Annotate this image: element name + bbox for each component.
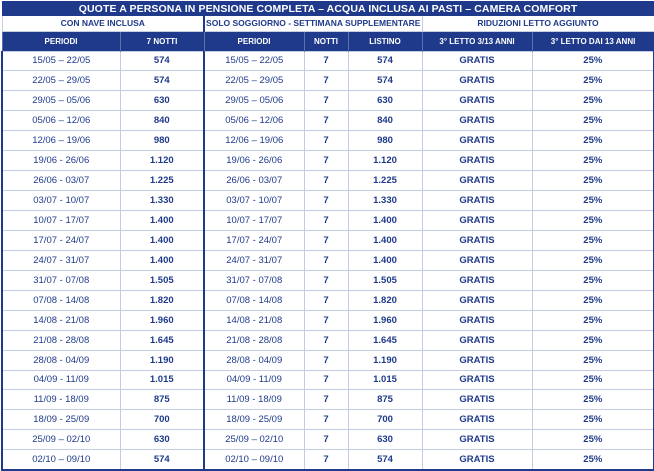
prezzo-7-notti-cell: 1.120 <box>120 151 204 171</box>
terzo-letto-13-cell: 25% <box>532 171 654 191</box>
column-header-periodi-soggiorno: PERIODI <box>204 31 304 51</box>
column-header-7-notti: 7 NOTTI <box>120 31 204 51</box>
table-row <box>2 71 654 91</box>
group-header-soggiorno: SOLO SOGGIORNO - SETTIMANA SUPPLEMENTARE <box>204 16 422 31</box>
listino-cell: 1.120 <box>348 151 422 171</box>
periodo-soggiorno-cell: 07/08 - 14/08 <box>204 290 304 310</box>
notti-cell: 7 <box>304 211 348 231</box>
group-header-riduzioni: RIDUZIONI LETTO AGGIUNTO <box>422 16 654 31</box>
periodo-nave-cell: 02/10 – 09/10 <box>2 450 120 470</box>
terzo-letto-3-13-cell: GRATIS <box>422 270 532 290</box>
table-row <box>2 450 654 470</box>
prezzo-7-notti-cell: 1.400 <box>120 211 204 231</box>
terzo-letto-3-13-cell: GRATIS <box>422 430 532 450</box>
prezzo-7-notti-cell: 1.400 <box>120 250 204 270</box>
prezzo-7-notti-cell: 1.960 <box>120 310 204 330</box>
listino-cell: 840 <box>348 111 422 131</box>
periodo-soggiorno-cell: 25/09 – 02/10 <box>204 430 304 450</box>
periodo-nave-cell: 21/08 - 28/08 <box>2 330 120 350</box>
notti-cell: 7 <box>304 390 348 410</box>
terzo-letto-13-cell: 25% <box>532 131 654 151</box>
listino-cell: 630 <box>348 91 422 111</box>
listino-cell: 1.400 <box>348 211 422 231</box>
column-header-terzo-letto-3-13: 3° LETTO 3/13 ANNI <box>422 31 532 51</box>
periodo-soggiorno-cell: 29/05 – 05/06 <box>204 91 304 111</box>
table-body <box>2 51 654 470</box>
prezzo-7-notti-cell: 1.505 <box>120 270 204 290</box>
terzo-letto-3-13-cell: GRATIS <box>422 310 532 330</box>
periodo-nave-cell: 28/08 - 04/09 <box>2 350 120 370</box>
periodo-soggiorno-cell: 02/10 – 09/10 <box>204 450 304 470</box>
notti-cell: 7 <box>304 91 348 111</box>
terzo-letto-3-13-cell: GRATIS <box>422 290 532 310</box>
periodo-nave-cell: 22/05 – 29/05 <box>2 71 120 91</box>
periodo-soggiorno-cell: 21/08 - 28/08 <box>204 330 304 350</box>
table-row <box>2 390 654 410</box>
terzo-letto-3-13-cell: GRATIS <box>422 390 532 410</box>
terzo-letto-13-cell: 25% <box>532 91 654 111</box>
notti-cell: 7 <box>304 230 348 250</box>
periodo-nave-cell: 24/07 - 31/07 <box>2 250 120 270</box>
table-row <box>2 230 654 250</box>
periodo-nave-cell: 03/07 - 10/07 <box>2 191 120 211</box>
notti-cell: 7 <box>304 111 348 131</box>
terzo-letto-3-13-cell: GRATIS <box>422 91 532 111</box>
table-row <box>2 151 654 171</box>
terzo-letto-3-13-cell: GRATIS <box>422 51 532 71</box>
listino-cell: 1.960 <box>348 310 422 330</box>
prezzo-7-notti-cell: 1.645 <box>120 330 204 350</box>
table-row <box>2 250 654 270</box>
terzo-letto-3-13-cell: GRATIS <box>422 191 532 211</box>
table-row <box>2 270 654 290</box>
table-row <box>2 191 654 211</box>
notti-cell: 7 <box>304 430 348 450</box>
prezzo-7-notti-cell: 875 <box>120 390 204 410</box>
terzo-letto-3-13-cell: GRATIS <box>422 131 532 151</box>
prezzo-7-notti-cell: 700 <box>120 410 204 430</box>
terzo-letto-13-cell: 25% <box>532 430 654 450</box>
table-title: QUOTE A PERSONA IN PENSIONE COMPLETA – ACQUA INCLUSA AI PASTI – CAMERA COMFORT <box>2 1 654 16</box>
prezzo-7-notti-cell: 1.225 <box>120 171 204 191</box>
periodo-soggiorno-cell: 26/06 - 03/07 <box>204 171 304 191</box>
listino-cell: 700 <box>348 410 422 430</box>
periodo-nave-cell: 14/08 - 21/08 <box>2 310 120 330</box>
listino-cell: 1.330 <box>348 191 422 211</box>
listino-cell: 1.400 <box>348 250 422 270</box>
listino-cell: 1.225 <box>348 171 422 191</box>
notti-cell: 7 <box>304 450 348 470</box>
terzo-letto-3-13-cell: GRATIS <box>422 230 532 250</box>
price-table <box>1 1 654 471</box>
periodo-soggiorno-cell: 18/09 - 25/09 <box>204 410 304 430</box>
column-header-listino: LISTINO <box>348 31 422 51</box>
prezzo-7-notti-cell: 574 <box>120 71 204 91</box>
periodo-nave-cell: 25/09 – 02/10 <box>2 430 120 450</box>
prezzo-7-notti-cell: 1.820 <box>120 290 204 310</box>
terzo-letto-3-13-cell: GRATIS <box>422 71 532 91</box>
notti-cell: 7 <box>304 330 348 350</box>
periodo-soggiorno-cell: 05/06 – 12/06 <box>204 111 304 131</box>
terzo-letto-13-cell: 25% <box>532 330 654 350</box>
listino-cell: 630 <box>348 430 422 450</box>
listino-cell: 1.645 <box>348 330 422 350</box>
table-row <box>2 310 654 330</box>
prezzo-7-notti-cell: 630 <box>120 430 204 450</box>
terzo-letto-13-cell: 25% <box>532 111 654 131</box>
prezzo-7-notti-cell: 574 <box>120 450 204 470</box>
column-header-notti: NOTTI <box>304 31 348 51</box>
periodo-soggiorno-cell: 24/07 - 31/07 <box>204 250 304 270</box>
terzo-letto-13-cell: 25% <box>532 51 654 71</box>
terzo-letto-13-cell: 25% <box>532 211 654 231</box>
notti-cell: 7 <box>304 290 348 310</box>
periodo-soggiorno-cell: 03/07 - 10/07 <box>204 191 304 211</box>
notti-cell: 7 <box>304 71 348 91</box>
terzo-letto-13-cell: 25% <box>532 450 654 470</box>
periodo-nave-cell: 12/06 – 19/06 <box>2 131 120 151</box>
notti-cell: 7 <box>304 191 348 211</box>
terzo-letto-3-13-cell: GRATIS <box>422 370 532 390</box>
periodo-soggiorno-cell: 10/07 - 17/07 <box>204 211 304 231</box>
prezzo-7-notti-cell: 630 <box>120 91 204 111</box>
periodo-nave-cell: 31/07 - 07/08 <box>2 270 120 290</box>
periodo-soggiorno-cell: 12/06 – 19/06 <box>204 131 304 151</box>
table-row <box>2 330 654 350</box>
periodo-nave-cell: 29/05 – 05/06 <box>2 91 120 111</box>
listino-cell: 980 <box>348 131 422 151</box>
table-row <box>2 430 654 450</box>
column-header-terzo-letto-13: 3° LETTO DAI 13 ANNI <box>532 31 654 51</box>
periodo-soggiorno-cell: 19/06 - 26/06 <box>204 151 304 171</box>
prezzo-7-notti-cell: 840 <box>120 111 204 131</box>
terzo-letto-13-cell: 25% <box>532 310 654 330</box>
table-row <box>2 131 654 151</box>
periodo-nave-cell: 04/09 - 11/09 <box>2 370 120 390</box>
terzo-letto-13-cell: 25% <box>532 370 654 390</box>
terzo-letto-3-13-cell: GRATIS <box>422 171 532 191</box>
periodo-nave-cell: 19/06 - 26/06 <box>2 151 120 171</box>
notti-cell: 7 <box>304 410 348 430</box>
table-row <box>2 171 654 191</box>
terzo-letto-13-cell: 25% <box>532 71 654 91</box>
table-row <box>2 290 654 310</box>
terzo-letto-13-cell: 25% <box>532 151 654 171</box>
terzo-letto-13-cell: 25% <box>532 290 654 310</box>
prezzo-7-notti-cell: 980 <box>120 131 204 151</box>
terzo-letto-3-13-cell: GRATIS <box>422 250 532 270</box>
periodo-nave-cell: 26/06 - 03/07 <box>2 171 120 191</box>
prezzo-7-notti-cell: 574 <box>120 51 204 71</box>
listino-cell: 574 <box>348 71 422 91</box>
terzo-letto-3-13-cell: GRATIS <box>422 211 532 231</box>
terzo-letto-3-13-cell: GRATIS <box>422 350 532 370</box>
terzo-letto-13-cell: 25% <box>532 250 654 270</box>
listino-cell: 1.400 <box>348 230 422 250</box>
periodo-nave-cell: 17/07 - 24/07 <box>2 230 120 250</box>
table-row <box>2 51 654 71</box>
periodo-nave-cell: 11/09 - 18/09 <box>2 390 120 410</box>
notti-cell: 7 <box>304 171 348 191</box>
periodo-nave-cell: 15/05 – 22/05 <box>2 51 120 71</box>
periodo-soggiorno-cell: 15/05 – 22/05 <box>204 51 304 71</box>
terzo-letto-3-13-cell: GRATIS <box>422 330 532 350</box>
prezzo-7-notti-cell: 1.190 <box>120 350 204 370</box>
notti-cell: 7 <box>304 51 348 71</box>
terzo-letto-3-13-cell: GRATIS <box>422 410 532 430</box>
periodo-soggiorno-cell: 22/05 – 29/05 <box>204 71 304 91</box>
periodo-nave-cell: 05/06 – 12/06 <box>2 111 120 131</box>
listino-cell: 574 <box>348 51 422 71</box>
terzo-letto-13-cell: 25% <box>532 410 654 430</box>
terzo-letto-3-13-cell: GRATIS <box>422 450 532 470</box>
periodo-nave-cell: 18/09 - 25/09 <box>2 410 120 430</box>
periodo-soggiorno-cell: 11/09 - 18/09 <box>204 390 304 410</box>
notti-cell: 7 <box>304 250 348 270</box>
listino-cell: 1.190 <box>348 350 422 370</box>
periodo-soggiorno-cell: 17/07 - 24/07 <box>204 230 304 250</box>
terzo-letto-13-cell: 25% <box>532 390 654 410</box>
terzo-letto-13-cell: 25% <box>532 270 654 290</box>
periodo-nave-cell: 07/08 - 14/08 <box>2 290 120 310</box>
column-header-periodi-nave: PERIODI <box>2 31 120 51</box>
notti-cell: 7 <box>304 151 348 171</box>
table-row <box>2 370 654 390</box>
notti-cell: 7 <box>304 270 348 290</box>
listino-cell: 1.820 <box>348 290 422 310</box>
listino-cell: 1.505 <box>348 270 422 290</box>
listino-cell: 1.015 <box>348 370 422 390</box>
terzo-letto-3-13-cell: GRATIS <box>422 111 532 131</box>
notti-cell: 7 <box>304 131 348 151</box>
notti-cell: 7 <box>304 350 348 370</box>
periodo-soggiorno-cell: 28/08 - 04/09 <box>204 350 304 370</box>
periodo-soggiorno-cell: 31/07 - 07/08 <box>204 270 304 290</box>
terzo-letto-13-cell: 25% <box>532 230 654 250</box>
table-row <box>2 211 654 231</box>
prezzo-7-notti-cell: 1.330 <box>120 191 204 211</box>
terzo-letto-3-13-cell: GRATIS <box>422 151 532 171</box>
terzo-letto-13-cell: 25% <box>532 350 654 370</box>
table-row <box>2 91 654 111</box>
prezzo-7-notti-cell: 1.400 <box>120 230 204 250</box>
periodo-soggiorno-cell: 14/08 - 21/08 <box>204 310 304 330</box>
table-row <box>2 410 654 430</box>
group-header-nave: CON NAVE INCLUSA <box>2 16 204 31</box>
table-row <box>2 111 654 131</box>
periodo-nave-cell: 10/07 - 17/07 <box>2 211 120 231</box>
listino-cell: 574 <box>348 450 422 470</box>
listino-cell: 875 <box>348 390 422 410</box>
price-table-container <box>1 1 653 465</box>
notti-cell: 7 <box>304 310 348 330</box>
prezzo-7-notti-cell: 1.015 <box>120 370 204 390</box>
notti-cell: 7 <box>304 370 348 390</box>
periodo-soggiorno-cell: 04/09 - 11/09 <box>204 370 304 390</box>
table-row <box>2 350 654 370</box>
terzo-letto-13-cell: 25% <box>532 191 654 211</box>
